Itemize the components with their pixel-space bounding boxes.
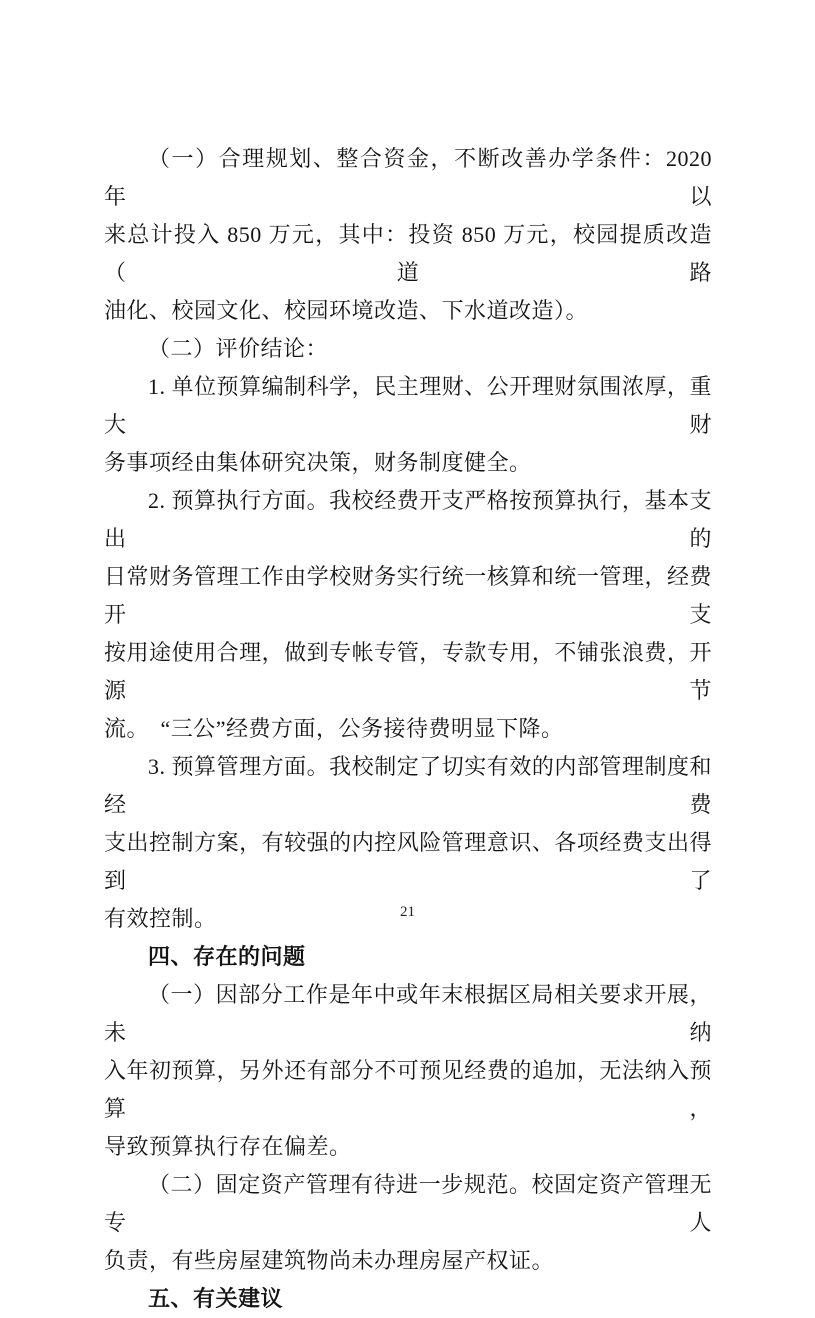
- text-line: 3. 预算管理方面。我校制定了切实有效的内部管理制度和经费: [104, 754, 712, 817]
- text-line: 导致预算执行存在偏差。: [104, 1134, 352, 1159]
- text-line: 流。 “三公”经费方面，公务接待费明显下降。: [104, 716, 564, 741]
- section-heading-problems: 四、存在的问题: [148, 944, 306, 969]
- text-line: （二）评价结论：: [148, 336, 329, 361]
- text-line: （一）合理规划、整合资金，不断改善办学条件：2020 年以: [104, 146, 712, 209]
- section-heading-suggestions: 五、有关建议: [148, 1286, 284, 1311]
- text-line: 负责，有些房屋建筑物尚未办理房屋产权证。: [104, 1248, 555, 1273]
- text-line: 2. 预算执行方面。我校经费开支严格按预算执行，基本支出的: [104, 488, 712, 551]
- document-text-body: [104, 140, 712, 1318]
- text-line: （二）固定资产管理有待进一步规范。校固定资产管理无专人: [104, 1172, 712, 1235]
- text-line: （一）因部分工作是年中或年末根据区局相关要求开展，未纳: [104, 982, 712, 1045]
- text-line: 来总计投入 850 万元，其中：投资 850 万元，校园提质改造（道路: [104, 222, 712, 285]
- text-line: 支出控制方案，有较强的内控风险管理意识、各项经费支出得到了: [104, 830, 712, 893]
- text-line: 日常财务管理工作由学校财务实行统一核算和统一管理，经费开支: [104, 564, 712, 627]
- text-line: 务事项经由集体研究决策，财务制度健全。: [104, 450, 532, 475]
- text-line: 按用途使用合理，做到专帐专管，专款专用，不铺张浪费，开源节: [104, 640, 712, 703]
- page-number: 21: [400, 904, 415, 920]
- text-line: 有效控制。: [104, 906, 217, 931]
- text-line: 油化、校园文化、校园环境改造、下水道改造）。: [104, 298, 589, 323]
- text-line: 1. 单位预算编制科学，民主理财、公开理财氛围浓厚，重大财: [104, 374, 712, 437]
- text-line: 入年初预算，另外还有部分不可预见经费的追加，无法纳入预算，: [104, 1058, 712, 1121]
